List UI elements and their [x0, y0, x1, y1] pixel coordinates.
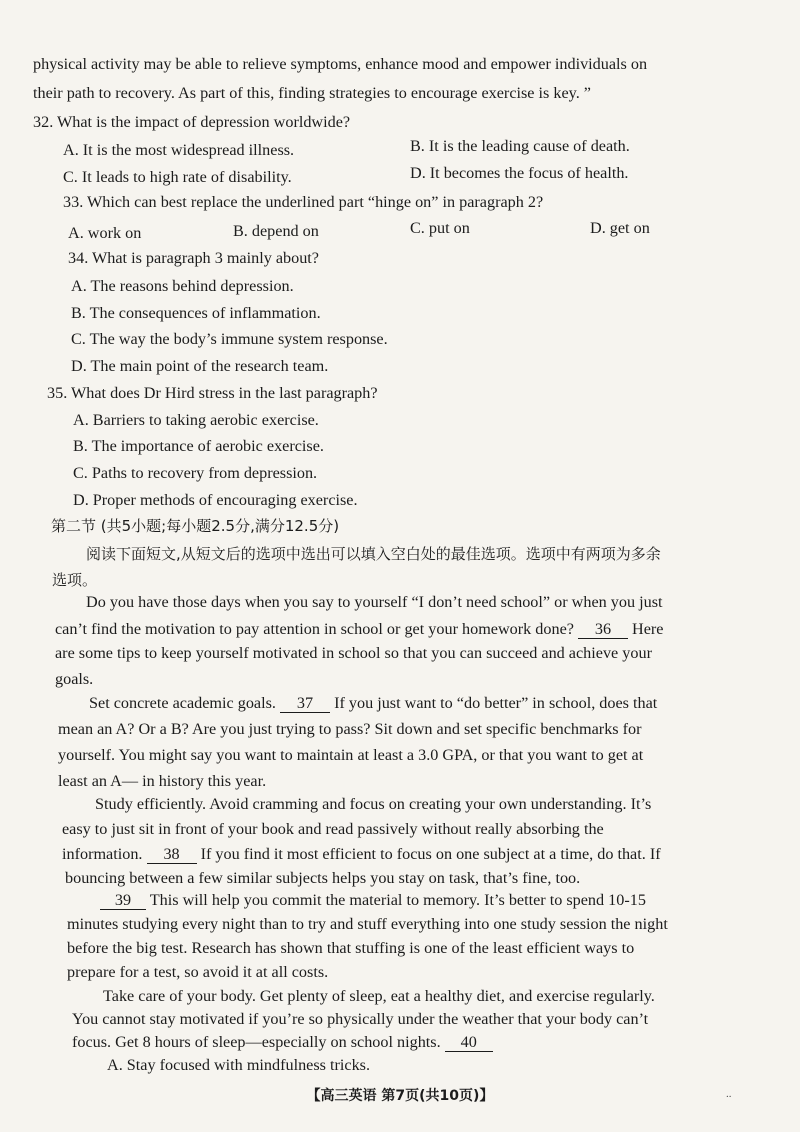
blank-38: 38: [147, 846, 197, 864]
passage-p1-line-3: are some tips to keep yourself motivated in school so that you can succeed and achieve your: [55, 644, 652, 662]
question-35-stem: 35. What does Dr Hird stress in the last paragraph?: [47, 384, 378, 402]
question-35-option-d: D. Proper methods of encouraging exercise.: [73, 491, 358, 509]
passage-p4-line-3: before the big test. Research has shown that stuffing is one of the least efficient ways to: [67, 939, 635, 957]
question-32-option-b: B. It is the leading cause of death.: [410, 137, 630, 155]
question-32-option-a: A. It is the most widespread illness.: [63, 141, 295, 159]
passage-p5-line-3: [72, 1031, 493, 1053]
question-33-option-c: C. put on: [410, 219, 470, 237]
passage-p3-line-1: Study efficiently. Avoid cramming and focus on creating your own understanding. It’s: [95, 795, 652, 813]
page-footer: 【高三英语 第7页(共10页)】: [306, 1088, 494, 1104]
blank-40: 40: [445, 1034, 493, 1052]
passage-p1-line-2: [55, 618, 663, 640]
passage-continuation-line-2: their path to recovery. As part of this, finding strategies to encourage exercise is key. ”: [33, 84, 591, 102]
question-35-option-b: B. The importance of aerobic exercise.: [73, 437, 324, 455]
passage-p2-line-4: least an A— in history this year.: [58, 772, 267, 790]
passage-p3-line-3-text-b: If you find it most efficient to focus on one subject at a time, do that. If: [200, 845, 661, 863]
question-33-option-b: B. depend on: [233, 222, 319, 240]
passage-p5-line-2: You cannot stay motivated if you’re so physically under the weather that your body can’t: [72, 1010, 649, 1028]
question-33-option-d: D. get on: [590, 219, 650, 237]
passage-p3-line-3-text-a: information.: [62, 845, 143, 863]
section-2-instruction-line-1: 阅读下面短文,从短文后的选项中选出可以填入空白处的最佳选项。选项中有两项为多余: [86, 545, 661, 563]
question-32-option-d: D. It becomes the focus of health.: [410, 164, 629, 182]
passage-p5-line-1: Take care of your body. Get plenty of sleep, eat a healthy diet, and exercise regularly.: [103, 987, 655, 1005]
passage-p4-line-4: prepare for a test, so avoid it at all costs.: [67, 963, 329, 981]
question-33-stem: 33. Which can best replace the underlined part “hinge on” in paragraph 2?: [63, 193, 544, 211]
passage-p5-line-3-text-a: focus. Get 8 hours of sleep—especially on school nights.: [72, 1033, 441, 1051]
question-32-stem: 32. What is the impact of depression worldwide?: [33, 113, 351, 131]
question-33-option-a: A. work on: [68, 224, 142, 242]
footer-dots: ..: [726, 1088, 732, 1100]
passage-p1-line-4: goals.: [55, 670, 94, 688]
passage-p2-line-1-text-a: Set concrete academic goals.: [89, 694, 276, 712]
question-35-option-c: C. Paths to recovery from depression.: [73, 464, 318, 482]
passage-continuation-line-1: physical activity may be able to relieve symptoms, enhance mood and empower individuals on: [33, 55, 648, 73]
passage-p3-line-3: [62, 843, 661, 865]
passage-p3-line-2: easy to just sit in front of your book and read passively without really absorbing the: [62, 820, 604, 838]
passage-p1-line-1: Do you have those days when you say to yourself “I don’t need school” or when you just: [86, 593, 663, 611]
question-34-option-d: D. The main point of the research team.: [71, 357, 329, 375]
passage-p1-line-2-text-b: Here: [632, 620, 664, 638]
passage-p4-line-2: minutes studying every night than to try and stuff everything into one study session the night: [67, 915, 668, 933]
passage-p2-line-1: [89, 692, 657, 714]
passage-p2-line-3: yourself. You might say you want to maintain at least a 3.0 GPA, or that you want to get at: [58, 746, 644, 764]
answer-option-a: A. Stay focused with mindfulness tricks.: [107, 1056, 371, 1074]
blank-37: 37: [280, 695, 330, 713]
passage-p4-line-1-text-b: This will help you commit the material to memory. It’s better to spend 10-15: [149, 891, 646, 909]
passage-p4-line-1: [100, 889, 646, 911]
passage-p2-line-2: mean an A? Or a B? Are you just trying to pass? Sit down and set specific benchmarks for: [58, 720, 642, 738]
question-32-option-c: C. It leads to high rate of disability.: [63, 168, 292, 186]
blank-39: 39: [100, 892, 146, 910]
blank-36: 36: [578, 621, 628, 639]
question-34-option-b: B. The consequences of inflammation.: [71, 304, 321, 322]
passage-p2-line-1-text-b: If you just want to “do better” in school, does that: [334, 694, 658, 712]
question-35-option-a: A. Barriers to taking aerobic exercise.: [73, 411, 319, 429]
passage-p3-line-4: bouncing between a few similar subjects helps you stay on task, that’s fine, too.: [65, 869, 581, 887]
passage-p1-line-2-text-a: can’t find the motivation to pay attention in school or get your homework done?: [55, 620, 574, 638]
question-34-option-a: A. The reasons behind depression.: [71, 277, 294, 295]
section-2-instruction-line-2: 选项。: [52, 571, 98, 589]
question-34-option-c: C. The way the body’s immune system response.: [71, 330, 388, 348]
section-2-heading: 第二节 (共5小题;每小题2.5分,满分12.5分): [51, 517, 340, 535]
question-34-stem: 34. What is paragraph 3 mainly about?: [68, 249, 319, 267]
